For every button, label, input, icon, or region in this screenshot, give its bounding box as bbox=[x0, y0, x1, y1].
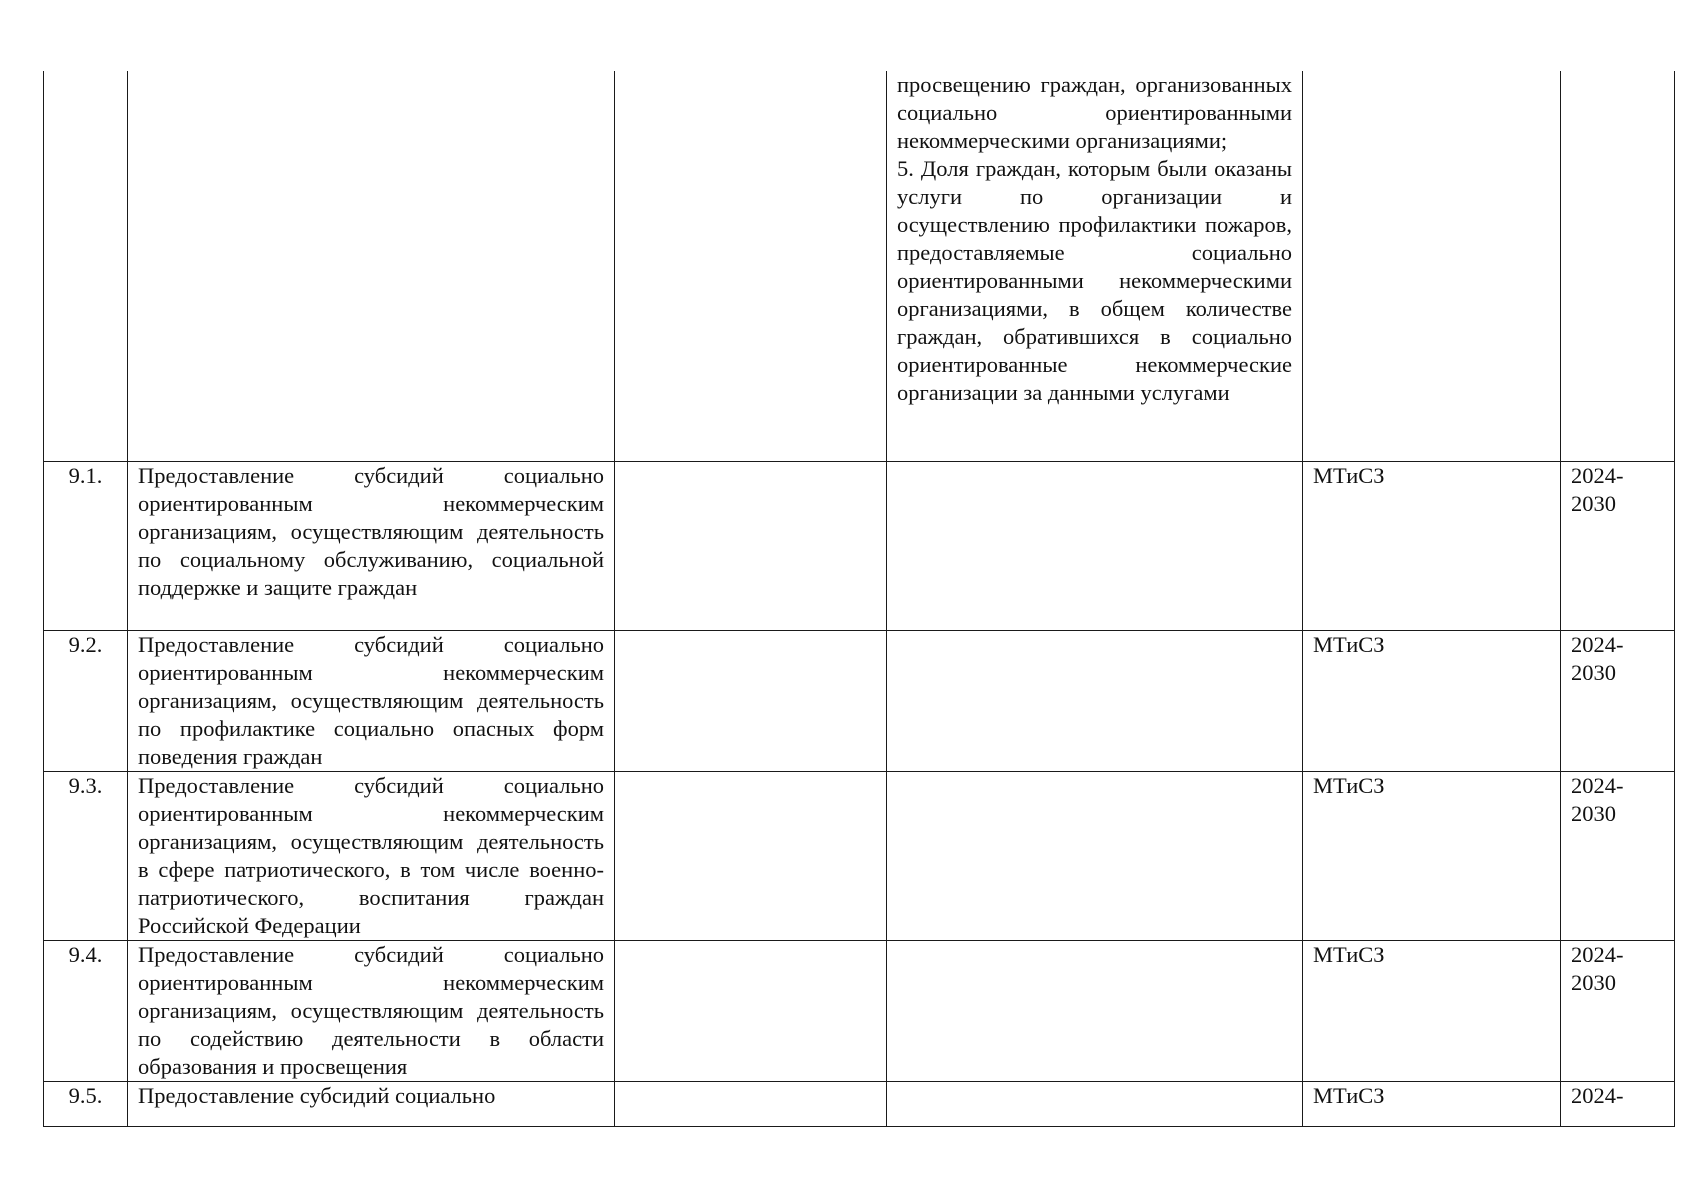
table-row-continuation bbox=[44, 71, 1675, 462]
cell-indicators bbox=[887, 462, 1303, 631]
period: 2024-2030 bbox=[1561, 941, 1675, 1082]
period: 2024-2030 bbox=[1561, 772, 1675, 941]
table-row bbox=[44, 941, 1675, 1082]
measure-text: Предоставление субсидий социально ориентированным некоммерческим организациям, осуществляющим деятельность по содействию деятельности в области образования и просвещения bbox=[128, 941, 615, 1082]
cell-blank bbox=[615, 772, 887, 941]
cell-indicators bbox=[887, 941, 1303, 1082]
table-row bbox=[44, 772, 1675, 941]
executor: МТиСЗ bbox=[1303, 462, 1561, 631]
cell-blank bbox=[615, 941, 887, 1082]
cell-indicators bbox=[887, 631, 1303, 772]
indicator-text: просвещению граждан, организованных социально ориентированными некоммерческими организациями; bbox=[897, 72, 1292, 153]
table-row bbox=[44, 462, 1675, 631]
row-number: 9.1. bbox=[44, 462, 128, 631]
cell-period-empty bbox=[1561, 71, 1675, 462]
cell-num-empty bbox=[44, 71, 128, 462]
indicator-text: 5. Доля граждан, которым были оказаны услуги по организации и осуществлению профилактики пожаров, предоставляемые социально ориентированными некоммерческими организациями, в общем количестве граждан, обратившихся в социально ориентированные некоммерческие организации за данными услугами bbox=[897, 156, 1292, 405]
cell-blank bbox=[615, 631, 887, 772]
period: 2024- bbox=[1561, 1082, 1675, 1127]
table-row bbox=[44, 631, 1675, 772]
cell-blank bbox=[615, 1082, 887, 1127]
executor: МТиСЗ bbox=[1303, 941, 1561, 1082]
cell-indicators bbox=[887, 71, 1303, 462]
row-number: 9.5. bbox=[44, 1082, 128, 1127]
period: 2024-2030 bbox=[1561, 462, 1675, 631]
cell-indicators bbox=[887, 772, 1303, 941]
measure-text: Предоставление субсидий социально bbox=[128, 1082, 615, 1127]
cell-blank bbox=[615, 462, 887, 631]
period: 2024-2030 bbox=[1561, 631, 1675, 772]
executor: МТиСЗ bbox=[1303, 772, 1561, 941]
executor: МТиСЗ bbox=[1303, 631, 1561, 772]
program-measures-table bbox=[43, 71, 1675, 1127]
cell-indicators bbox=[887, 1082, 1303, 1127]
measure-text: Предоставление субсидий социально ориентированным некоммерческим организациям, осуществляющим деятельность в сфере патриотического, в том числе военно-патриотического, воспитания граждан Российской Федерации bbox=[128, 772, 615, 941]
cell-measure-empty bbox=[128, 71, 615, 462]
cell-blank bbox=[615, 71, 887, 462]
executor: МТиСЗ bbox=[1303, 1082, 1561, 1127]
row-number: 9.3. bbox=[44, 772, 128, 941]
cell-executor-empty bbox=[1303, 71, 1561, 462]
row-number: 9.4. bbox=[44, 941, 128, 1082]
row-number: 9.2. bbox=[44, 631, 128, 772]
table-row bbox=[44, 1082, 1675, 1127]
measure-text: Предоставление субсидий социально ориентированным некоммерческим организациям, осуществляющим деятельность по социальному обслуживанию, социальной поддержке и защите граждан bbox=[128, 462, 615, 631]
measure-text: Предоставление субсидий социально ориентированным некоммерческим организациям, осуществляющим деятельность по профилактике социально опасных форм поведения граждан bbox=[128, 631, 615, 772]
